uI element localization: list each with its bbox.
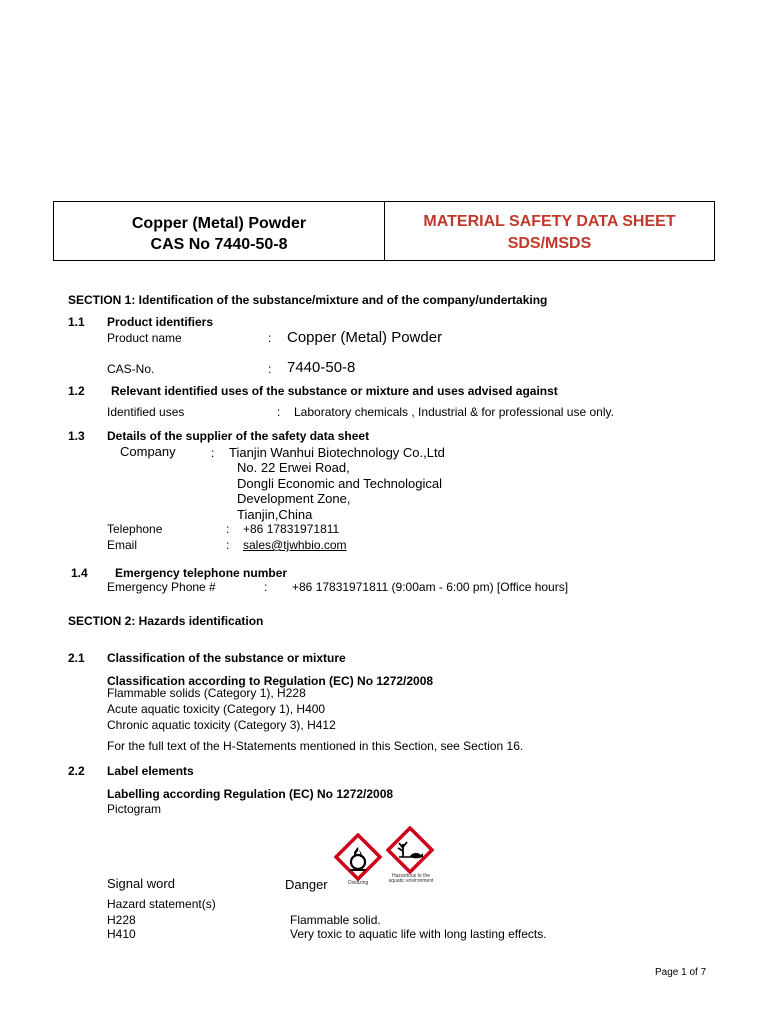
- colon: :: [226, 522, 230, 536]
- uses-value: Laboratory chemicals , Industrial & for professional use only.: [294, 405, 614, 419]
- product-name-value: Copper (Metal) Powder: [287, 329, 443, 346]
- emergency-value: +86 17831971811 (9:00am - 6:00 pm) [Office hours]: [292, 580, 569, 594]
- colon: :: [268, 331, 272, 345]
- telephone-label: Telephone: [107, 522, 163, 536]
- signal-word-label: Signal word: [107, 876, 175, 891]
- flame-over-circle-icon: [334, 833, 382, 881]
- telephone-value: +86 17831971811: [243, 522, 340, 536]
- s13-num: 1.3: [68, 429, 85, 443]
- h-statements-note: For the full text of the H-Statements mentioned in this Section, see Section 16.: [107, 739, 524, 753]
- s21-num: 2.1: [68, 651, 85, 665]
- pictogram-caption: Hazardous to the aquatic environment: [388, 873, 434, 884]
- classification-item: Acute aquatic toxicity (Category 1), H400: [107, 702, 326, 716]
- cas-title: CAS No 7440-50-8: [150, 236, 288, 253]
- s11-num: 1.1: [68, 315, 85, 329]
- uses-label: Identified uses: [107, 405, 185, 419]
- cas-label: CAS-No.: [107, 362, 155, 376]
- hazard-statements-label: Hazard statement(s): [107, 897, 216, 911]
- hazard-text: Very toxic to aquatic life with long lasting effects.: [290, 927, 547, 941]
- email-label: Email: [107, 538, 138, 552]
- s21-title: Classification of the substance or mixture: [107, 651, 346, 665]
- s22-num: 2.2: [68, 764, 85, 778]
- classification-item: Flammable solids (Category 1), H228: [107, 686, 306, 700]
- classification-regulation: Classification according to Regulation (EC) No 1272/2008: [107, 674, 434, 688]
- colon: :: [268, 362, 272, 376]
- colon: :: [226, 538, 230, 552]
- s13-title: Details of the supplier of the safety data sheet: [107, 429, 370, 443]
- company-line: Tianjin,China: [237, 507, 313, 522]
- colon: :: [264, 580, 268, 594]
- company-line: No. 22 Erwei Road,: [237, 460, 350, 475]
- s22-title: Label elements: [107, 764, 194, 778]
- hazard-code: H228: [107, 913, 136, 927]
- pictogram-caption: Oxidizing: [347, 880, 369, 886]
- s11-title: Product identifiers: [107, 315, 214, 329]
- company-line: Dongli Economic and Technological: [237, 476, 442, 491]
- company-label: Company: [120, 444, 176, 459]
- hazard-text: Flammable solid.: [290, 913, 381, 927]
- product-title: Copper (Metal) Powder: [131, 215, 307, 232]
- labelling-regulation: Labelling according Regulation (EC) No 1272/2008: [107, 787, 394, 801]
- pictogram-label: Pictogram: [107, 802, 162, 816]
- doc-subtitle: SDS/MSDS: [507, 235, 592, 252]
- colon: :: [277, 405, 281, 419]
- s12-title: Relevant identified uses of the substance or mixture and uses advised against: [111, 384, 558, 398]
- email-link[interactable]: sales@tjwhbio.com: [243, 538, 347, 552]
- classification-item: Chronic aquatic toxicity (Category 3), H412: [107, 718, 336, 732]
- emergency-label: Emergency Phone #: [107, 580, 216, 594]
- company-line: Tianjin Wanhui Biotechnology Co.,Ltd: [229, 445, 445, 460]
- header-box: [53, 201, 715, 261]
- signal-word-value: Danger: [285, 877, 328, 892]
- colon: :: [211, 446, 215, 460]
- s14-num: 1.4: [71, 566, 88, 580]
- product-name-label: Product name: [107, 331, 182, 345]
- cas-value: 7440-50-8: [287, 359, 356, 376]
- hazard-code: H410: [107, 927, 136, 941]
- section1-title: SECTION 1: Identification of the substance/mixture and of the company/undertaking: [68, 293, 548, 307]
- doc-title: MATERIAL SAFETY DATA SHEET: [423, 213, 676, 230]
- s14-title: Emergency telephone number: [115, 566, 288, 580]
- page-number: Page 1 of 7: [655, 967, 707, 978]
- company-line: Development Zone,: [237, 491, 351, 506]
- environment-icon: [386, 826, 434, 874]
- section2-title: SECTION 2: Hazards identification: [68, 614, 264, 628]
- s12-num: 1.2: [68, 384, 85, 398]
